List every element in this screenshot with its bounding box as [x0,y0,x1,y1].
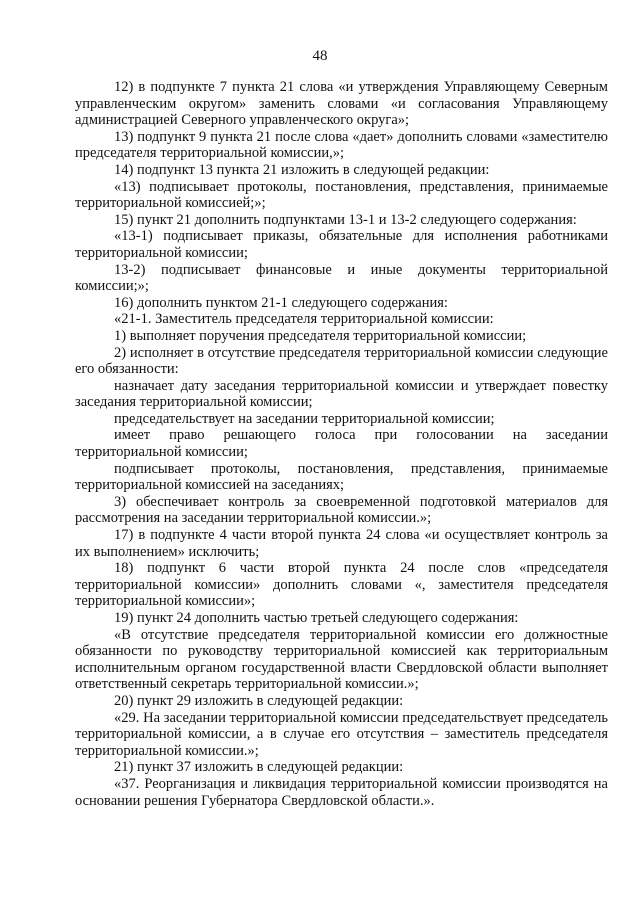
paragraph-item-16: 16) дополнить пунктом 21-1 следующего содержания: [114,294,448,311]
paragraph-item-19: 19) пункт 24 дополнить частью третьей следующего содержания: [114,610,519,626]
paragraph-quote-13-1: «13-1) подписывает приказы, обязательные для исполнения работниками территориальной комиссии; [75,228,608,261]
paragraph-duty-3: имеет право решающего голоса при голосовании на заседании территориальной комиссии; [75,427,608,461]
paragraph-quote-24-part-3: «В отсутствие председателя территориальной комиссии его должностные обязанности по руководству территориальной комиссией как территориальным исполнительным органом государственной власти Свердловской области выполняет ответственный секретарь территориальной комиссии.»; [75,626,608,693]
paragraph-item-14: 14) подпункт 13 пункта 21 изложить в следующей редакции: [114,161,490,178]
paragraph-item-15: 15) пункт 21 дополнить подпунктами 13-1 и 13-2 следующего содержания: [114,211,577,228]
paragraph-item-13: 13) подпункт 9 пункта 21 после слова «дает» дополнить словами «заместителю председателя территориальной комиссии,»; [75,128,608,162]
document-body [75,79,608,809]
paragraph-item-12: 12) в подпункте 7 пункта 21 слова «и утверждения Управляющему Северным управленческим округом» заменить словами «и согласования Управляющему администрацией Северного управленческого округа»; [75,79,608,129]
paragraph-duty-4: подписывает протоколы, постановления, представления, принимаемые территориальной комиссией на заседаниях; [75,460,608,494]
paragraph-quote-37: «37. Реорганизация и ликвидация территориальной комиссии производятся на основании решения Губернатора Свердловской области.». [75,775,608,809]
paragraph-item-21: 21) пункт 37 изложить в следующей редакции: [114,759,404,776]
paragraph-duty-2: председательствует на заседании территориальной комиссии; [114,410,495,427]
paragraph-subitem-2: 2) исполняет в отсутствие председателя территориальной комиссии следующие его обязанности: [75,344,608,378]
paragraph-quote-13: «13) подписывает протоколы, постановления, представления, принимаемые территориальной комиссией;»; [75,178,608,212]
paragraph-item-18: 18) подпункт 6 части второй пункта 24 после слов «председателя территориальной комиссии» дополнить словами «, заместителя председателя территориальной комиссии»; [75,560,608,610]
paragraph-item-20: 20) пункт 29 изложить в следующей редакции: [114,692,404,709]
paragraph-quote-29: «29. На заседании территориальной комиссии председательствует председатель территориальной комиссии, а в случае его отсутствия – заместитель председателя территориальной комиссии.»; [75,709,608,759]
page-number: 48 [312,48,328,64]
paragraph-quote-13-2: 13-2) подписывает финансовые и иные документы территориальной комиссии;»; [75,261,608,295]
paragraph-subitem-3: 3) обеспечивает контроль за своевременной подготовкой материалов для рассмотрения на заседании территориальной комиссии.»; [75,493,608,527]
paragraph-quote-21-1: «21-1. Заместитель председателя территориальной комиссии: [114,311,494,328]
paragraph-subitem-1: 1) выполняет поручения председателя территориальной комиссии; [114,327,527,344]
paragraph-duty-1: назначает дату заседания территориальной комиссии и утверждает повестку заседания территориальной комиссии; [75,377,608,411]
paragraph-item-17: 17) в подпункте 4 части второй пункта 24 слова «и осуществляет контроль за их выполнением» исключить; [75,527,608,560]
